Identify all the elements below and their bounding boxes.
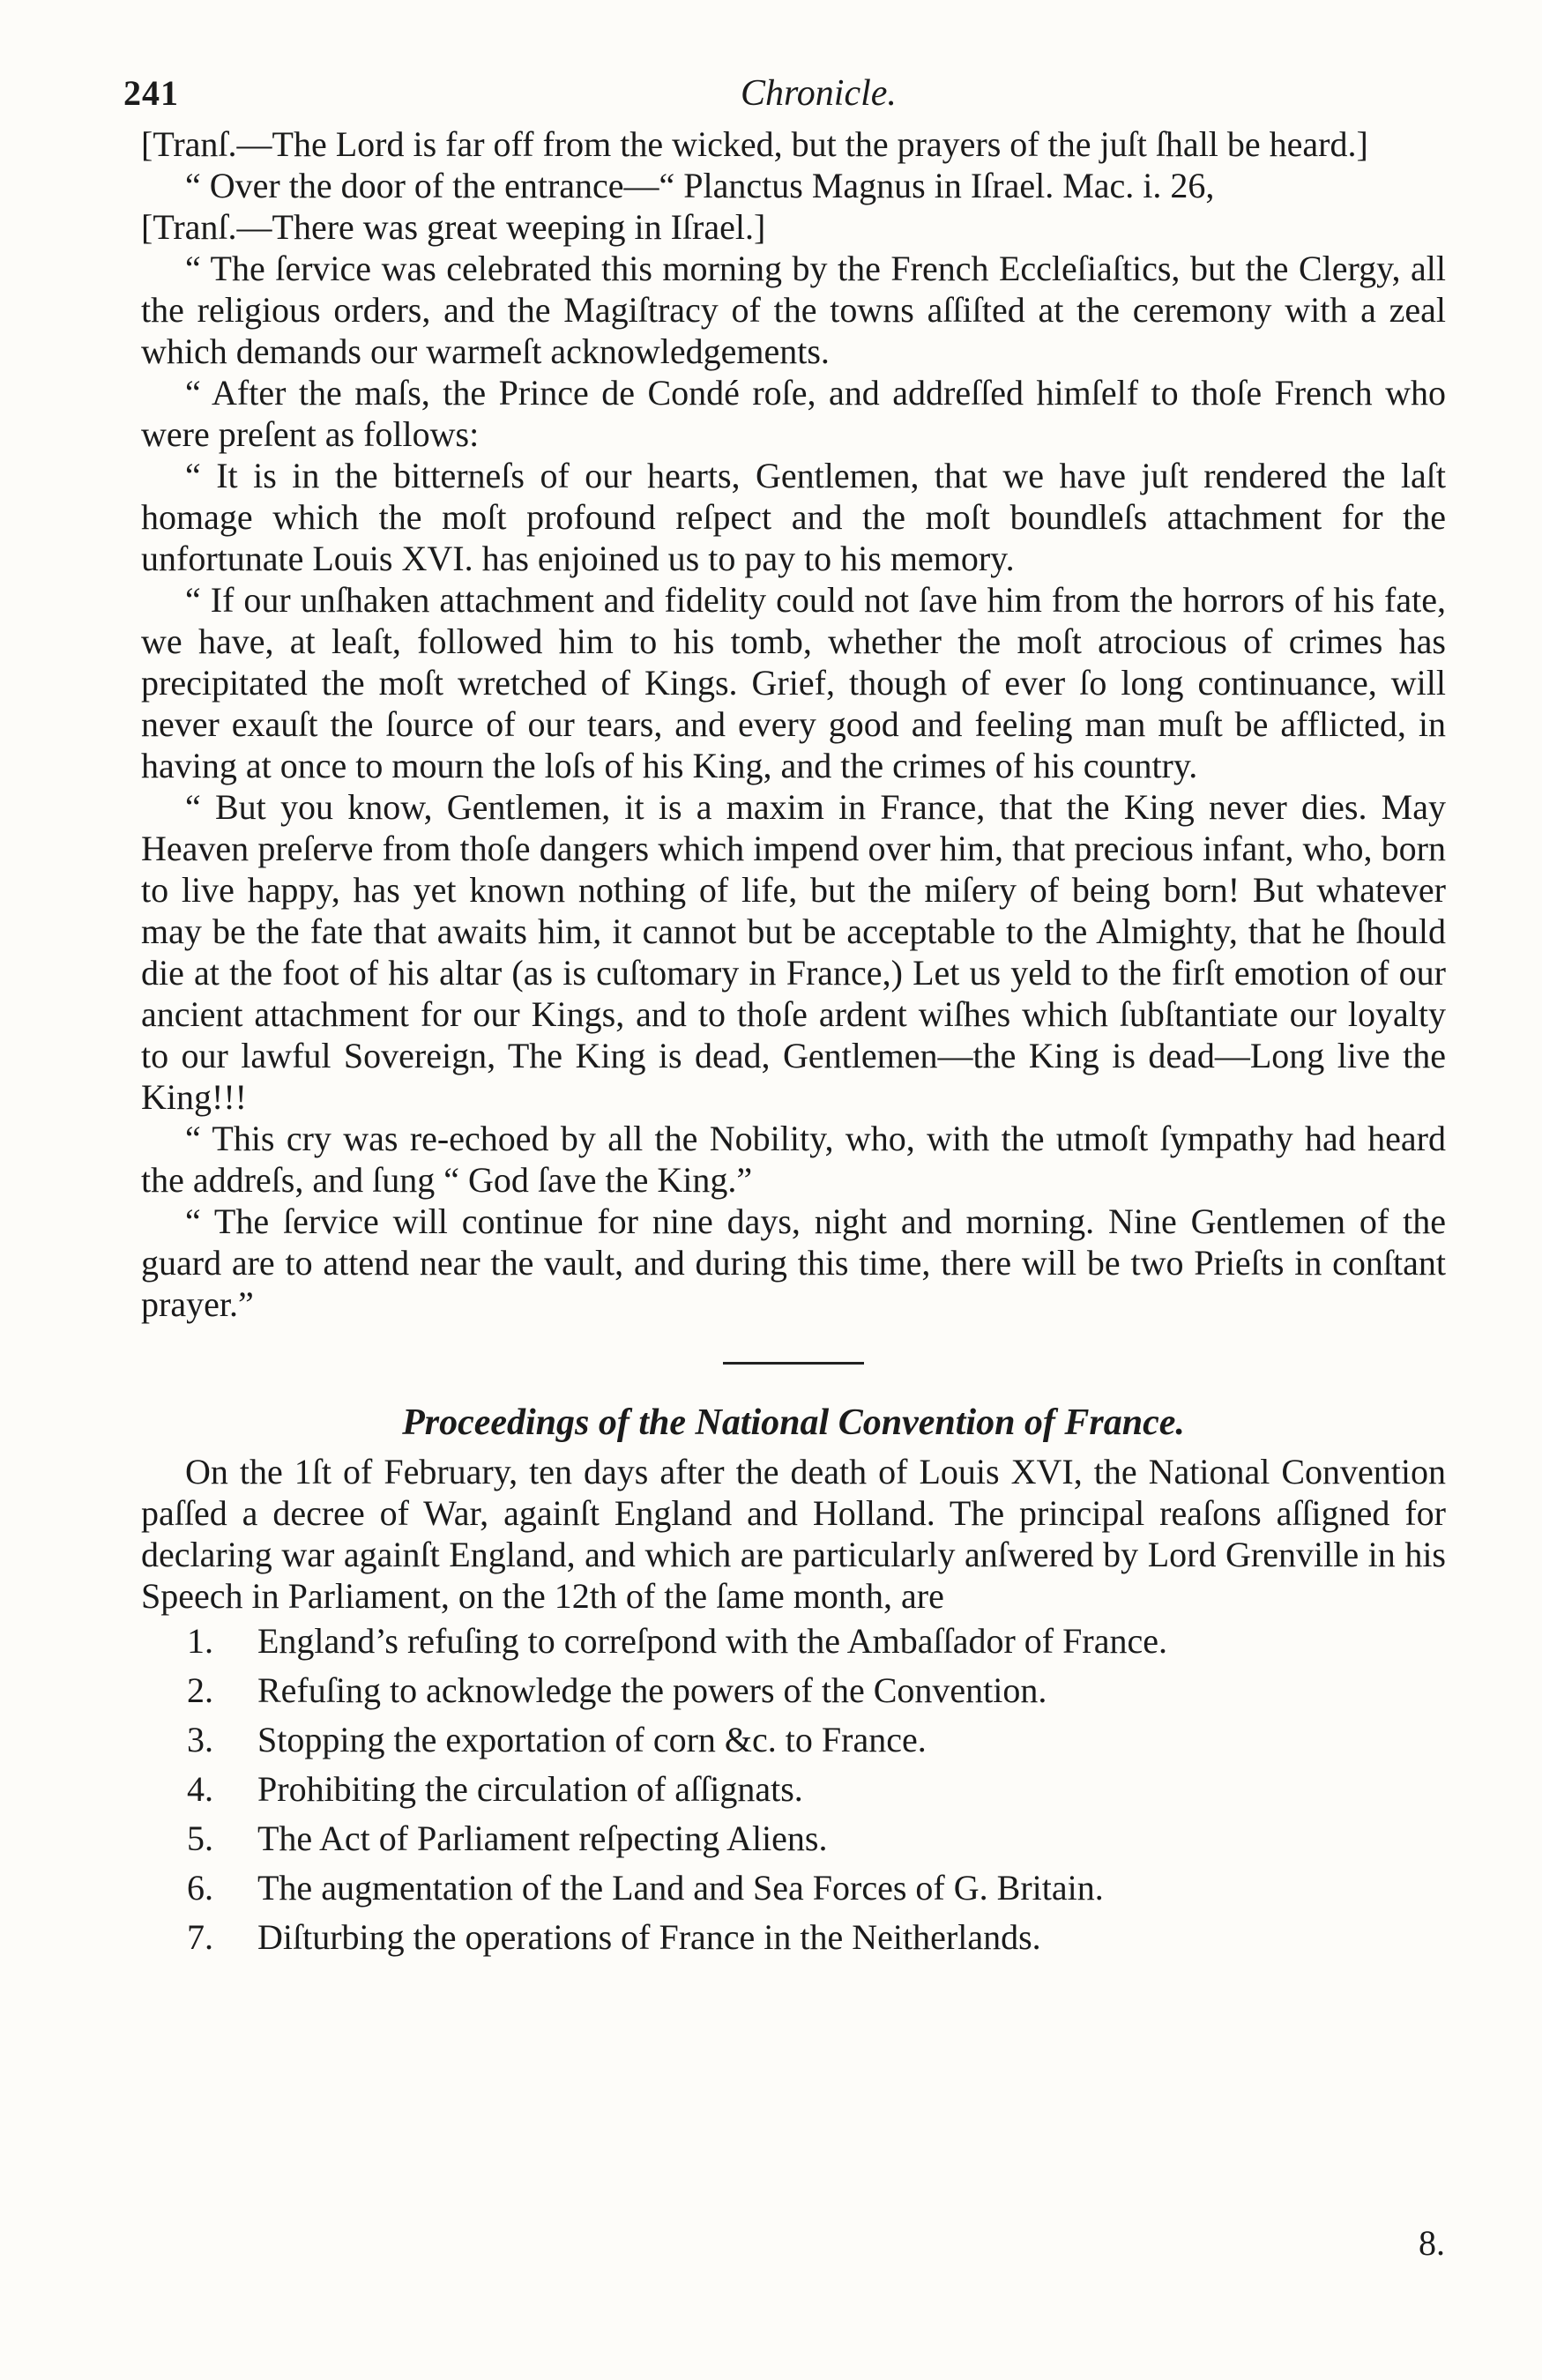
translation-paragraph: [Tranſ.—The Lord is far off from the wicked, but the prayers of the juſt ſhall be heard.] bbox=[141, 124, 1368, 164]
speech-paragraph: “ If our unſhaken attachment and fidelity could not ſave him from the horrors of his fate, we have, at leaſt, followed him to his tomb, whether the moſt atrocious of crimes has precipitated the moſt wretched of Kings. Grief, though of ever ſo long continuance, will never exauſt the ſource of our tears, and every good and feeling man muſt be afflicted, in having at once to mourn the loſs of his King, and the crimes of his country. bbox=[141, 580, 1446, 785]
list-item bbox=[187, 1617, 1446, 1666]
list-item-text: The Act of Parliament reſpecting Aliens. bbox=[257, 1818, 828, 1858]
list-item-text: Diſturbing the operations of France in the Neitherlands. bbox=[257, 1917, 1041, 1957]
list-item bbox=[187, 1765, 1446, 1814]
list-item bbox=[187, 1913, 1446, 1962]
list-item-number: 4. bbox=[187, 1769, 213, 1809]
body-paragraph: “ The ſervice was celebrated this morning by the French Eccleſiaſtics, but the Clergy, all the religious orders, and the Magiſtracy of the towns aſſiſted at the ceremony with a zeal which demands our warmeſt acknowledgements. bbox=[141, 249, 1446, 371]
page-header bbox=[123, 72, 1446, 125]
body-text bbox=[141, 123, 1446, 1962]
section-intro: On the 1ſt of February, ten days after the death of Louis XVI, the National Convention paſſed a decree of War, againſt England and Holland. The principal reaſons aſſigned for declaring war againſt England, and which are particularly anſwered by Lord Grenville in his Speech in Parliament, on the 12th of the ſame month, are bbox=[141, 1452, 1446, 1616]
list-item-number: 3. bbox=[187, 1720, 213, 1759]
translation-paragraph: [Tranſ.—There was great weeping in Iſrael.] bbox=[141, 207, 766, 247]
speech-paragraph: “ But you know, Gentlemen, it is a maxim in France, that the King never dies. May Heaven preſerve from thoſe dangers which impend over him, that precious infant, who, born to live happy, has yet known nothing of life, but the miſery of being born! But whatever may be the fate that awaits him, it cannot but be acceptable to the Almighty, that he ſhould die at the foot of his altar (as is cuſtomary in France,) Let us yeld to the firſt emotion of our ancient attachment for our Kings, and to thoſe ardent wiſhes which ſubſtantiate our loyalty to our lawful Sovereign, The King is dead, Gentlemen—the King is dead—Long live the King!!! bbox=[141, 787, 1446, 1117]
list-item-number: 6. bbox=[187, 1868, 213, 1908]
inscription-paragraph: “ Over the door of the entrance—“ Planctus Magnus in Iſrael. Mac. i. 26, bbox=[185, 166, 1215, 205]
list-item bbox=[187, 1715, 1446, 1765]
list-item-text: The augmentation of the Land and Sea Forces of G. Britain. bbox=[257, 1868, 1104, 1908]
list-item-text: Prohibiting the circulation of aſſignats. bbox=[257, 1769, 803, 1809]
body-paragraph: “ This cry was re-echoed by all the Nobility, who, with the utmoſt ſympathy had heard the addreſs, and ſung “ God ſave the King.” bbox=[141, 1119, 1446, 1200]
list-item-text: England’s refuſing to correſpond with the Ambaſſador of France. bbox=[257, 1621, 1167, 1661]
body-paragraph: “ After the maſs, the Prince de Condé roſe, and addreſſed himſelf to thoſe French who were preſent as follows: bbox=[141, 373, 1446, 454]
list-item-number: 1. bbox=[187, 1621, 213, 1661]
section-title: Proceedings of the National Convention of France. bbox=[402, 1402, 1185, 1443]
speech-paragraph: “ It is in the bitterneſs of our hearts, Gentlemen, that we have juſt rendered the laſt homage which the moſt profound reſpect and the moſt boundleſs attachment for the unfortunate Louis XVI. has enjoined us to pay to his memory. bbox=[141, 456, 1446, 578]
list-item bbox=[187, 1863, 1446, 1913]
section-divider bbox=[723, 1362, 864, 1365]
page-number: 241 bbox=[123, 73, 179, 113]
body-paragraph: “ The ſervice will continue for nine days, night and morning. Nine Gentlemen of the guard are to attend near the vault, and during this time, there will be two Prieſts in conſtant prayer.” bbox=[141, 1201, 1446, 1324]
running-head: Chronicle. bbox=[741, 73, 897, 114]
list-item bbox=[187, 1666, 1446, 1715]
catchword: 8. bbox=[1419, 2223, 1445, 2263]
reasons-list bbox=[141, 1617, 1446, 1962]
list-item-text: Stopping the exportation of corn &c. to France. bbox=[257, 1720, 927, 1759]
list-item-number: 5. bbox=[187, 1818, 213, 1858]
list-item-text: Refuſing to acknowledge the powers of the Convention. bbox=[257, 1670, 1047, 1710]
list-item-number: 2. bbox=[187, 1670, 213, 1710]
list-item bbox=[187, 1814, 1446, 1863]
list-item-number: 7. bbox=[187, 1917, 213, 1957]
